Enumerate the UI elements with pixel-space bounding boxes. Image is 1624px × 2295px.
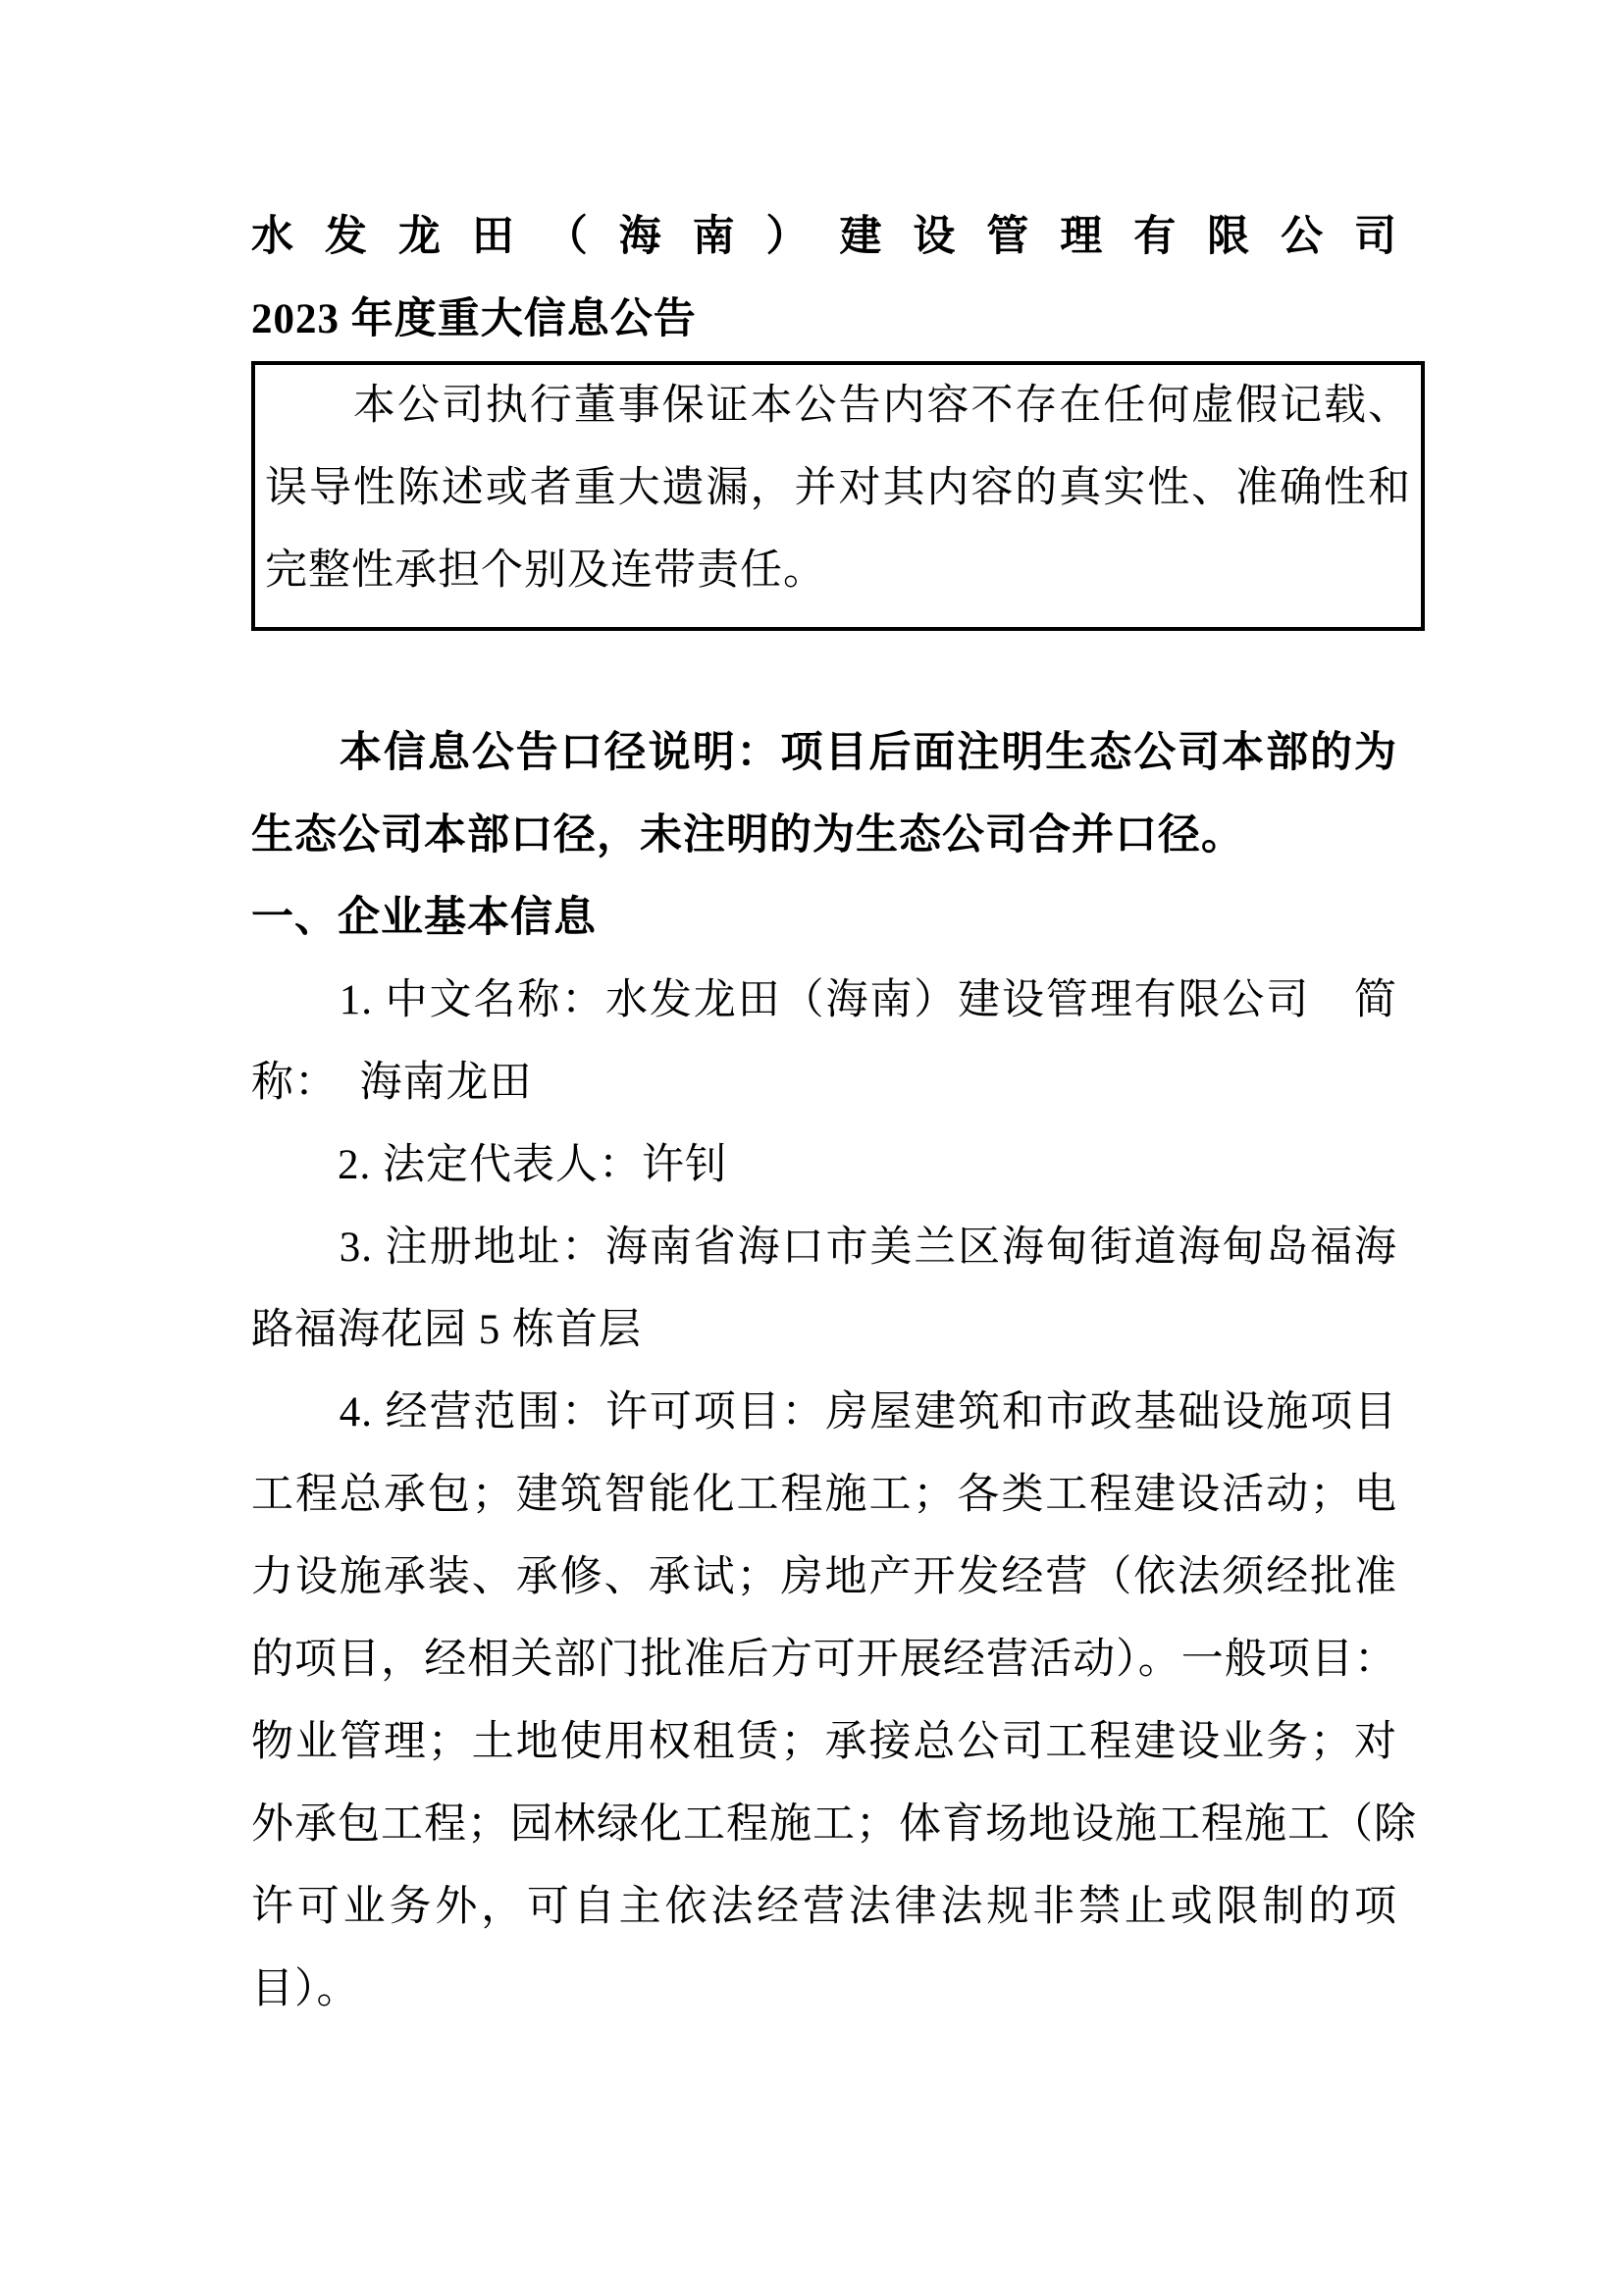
disclaimer-line: 误导性陈述或者重大遗漏，并对其内容的真实性、准确性和 (265, 465, 1411, 511)
caliber-note-line: 生态公司本部口径，未注明的为生态公司合并口径。 (251, 812, 1244, 859)
item-line: 路福海花园 5 栋首层 (251, 1307, 642, 1353)
item-registered-address (251, 1207, 1397, 1372)
item-line: 1. 中文名称：水发龙田（海南）建设管理有限公司 简 (251, 977, 1397, 1023)
disclaimer-line: 本公司执行董事保证本公告内容不存在任何虚假记载、 (265, 383, 1411, 429)
document-title-block (251, 196, 1397, 361)
disclaimer-box (251, 361, 1425, 631)
item-chinese-name (251, 960, 1397, 1124)
section-heading (251, 877, 1397, 960)
item-line: 工程总承包；建筑智能化工程施工；各类工程建设活动；电 (251, 1472, 1397, 1518)
item-line: 力设施承装、承修、承试；房地产开发经营（依法须经批准 (251, 1554, 1397, 1600)
item-line: 目）。 (251, 1966, 360, 2012)
item-line: 2. 法定代表人：许钊 (251, 1142, 728, 1188)
document-title-line: 2023 年度重大信息公告 (251, 296, 697, 342)
disclaimer-line: 完整性承担个别及连带责任。 (265, 548, 826, 594)
item-line: 许可业务外，可自主依法经营法律法规非禁止或限制的项 (251, 1884, 1397, 1930)
item-line: 称： 海南龙田 (251, 1060, 533, 1106)
item-line: 物业管理；土地使用权租赁；承接总公司工程建设业务；对 (251, 1719, 1397, 1765)
caliber-note (251, 712, 1397, 877)
section-heading-text: 一、企业基本信息 (251, 895, 597, 941)
caliber-note-line: 本信息公告口径说明：项目后面注明生态公司本部的为 (251, 730, 1397, 776)
item-line: 3. 注册地址：海南省海口市美兰区海甸街道海甸岛福海 (251, 1225, 1397, 1271)
item-line: 的项目，经相关部门批准后方可开展经营活动）。一般项目： (251, 1637, 1397, 1683)
document-title-line: 水发龙田（海南）建设管理有限公司 (251, 214, 1397, 260)
item-legal-representative (251, 1124, 1397, 1207)
item-line: 外承包工程；园林绿化工程施工；体育场地设施工程施工（除 (251, 1801, 1417, 1848)
item-business-scope (251, 1372, 1417, 2031)
item-line: 4. 经营范围：许可项目：房屋建筑和市政基础设施项目 (251, 1389, 1397, 1435)
